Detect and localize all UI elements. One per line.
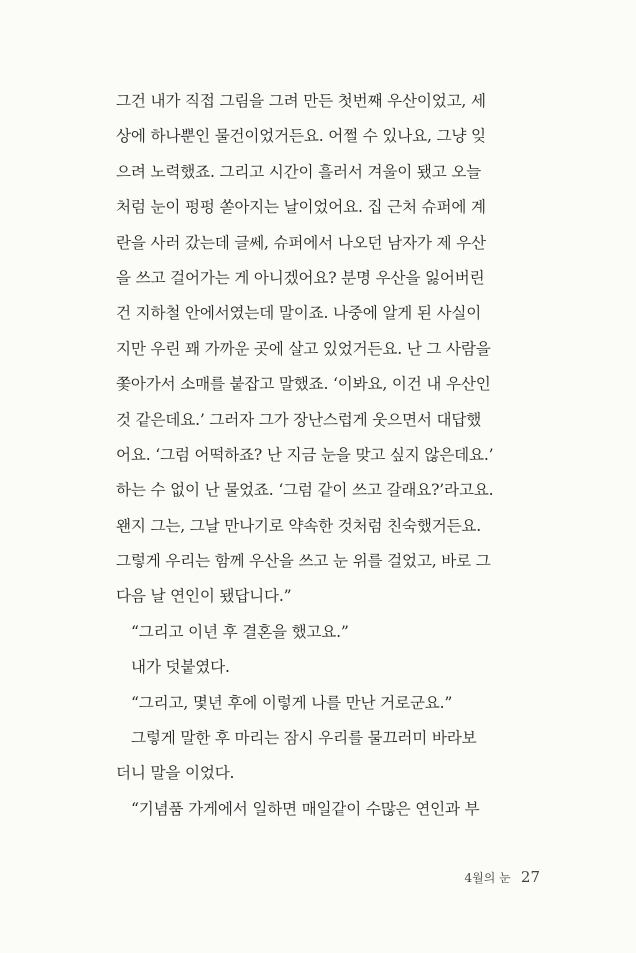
body-text <box>116 84 536 827</box>
text-line: 왠지 그는, 그날 만나기로 약속한 것처럼 친숙했거든요. <box>116 516 482 535</box>
text-line: 내가 덧붙였다. <box>131 658 230 677</box>
text-line: 그렇게 우리는 함께 우산을 쓰고 눈 위를 걸었고, 바로 그 <box>116 552 491 571</box>
page-footer <box>465 868 540 886</box>
text-line: 그건 내가 직접 그림을 그려 만든 첫번째 우산이었고, 세 <box>116 92 486 110</box>
page-number: 27 <box>520 868 540 886</box>
text-line: 상에 하나뿐인 물건이었거든요. 어쩔 수 있나요, 그냥 잊 <box>116 127 486 146</box>
text-line: 지만 우린 꽤 가까운 곳에 살고 있었거든요. 난 그 사람을 <box>116 339 491 358</box>
text-line: 란을 사러 갔는데 글쎄, 슈퍼에서 나오던 남자가 제 우산 <box>116 233 486 252</box>
text-line: 하는 수 없이 난 물었죠. ‘그럼 같이 쓰고 갈래요?’라고요. <box>116 481 494 500</box>
text-line: 쫓아가서 소매를 붙잡고 말했죠. ‘이봐요, 이건 내 우산인 <box>116 375 491 394</box>
text-line: 더니 말을 이었다. <box>116 764 235 783</box>
text-line: 다음 날 연인이 됐답니다.” <box>116 587 292 606</box>
text-line: 것 같은데요.’ 그러자 그가 장난스럽게 웃으면서 대답했 <box>116 410 482 429</box>
text-line: 어요. ‘그럼 어떡하죠? 난 지금 눈을 맞고 싶지 않은데요.’ <box>116 445 494 464</box>
text-line: 처럼 눈이 펑펑 쏟아지는 날이었어요. 집 근처 슈퍼에 계 <box>116 198 486 217</box>
chapter-title: 4월의 눈 <box>464 871 511 885</box>
text-line: “기념품 가게에서 일하면 매일같이 수많은 연인과 부 <box>131 799 480 818</box>
text-line: 을 쓰고 걸어가는 게 아니겠어요? 분명 우산을 잃어버린 <box>116 268 485 287</box>
text-line: 건 지하철 안에서였는데 말이죠. 나중에 알게 된 사실이 <box>116 304 482 323</box>
text-line: 그렇게 말한 후 마리는 잠시 우리를 물끄러미 바라보 <box>131 729 477 748</box>
text-line: 으려 노력했죠. 그리고 시간이 흘러서 겨울이 됐고 오늘 <box>116 162 482 181</box>
text-line: “그리고 이년 후 결혼을 했고요.” <box>131 622 349 641</box>
text-line: “그리고, 몇년 후에 이렇게 나를 만난 거로군요.” <box>131 693 453 712</box>
